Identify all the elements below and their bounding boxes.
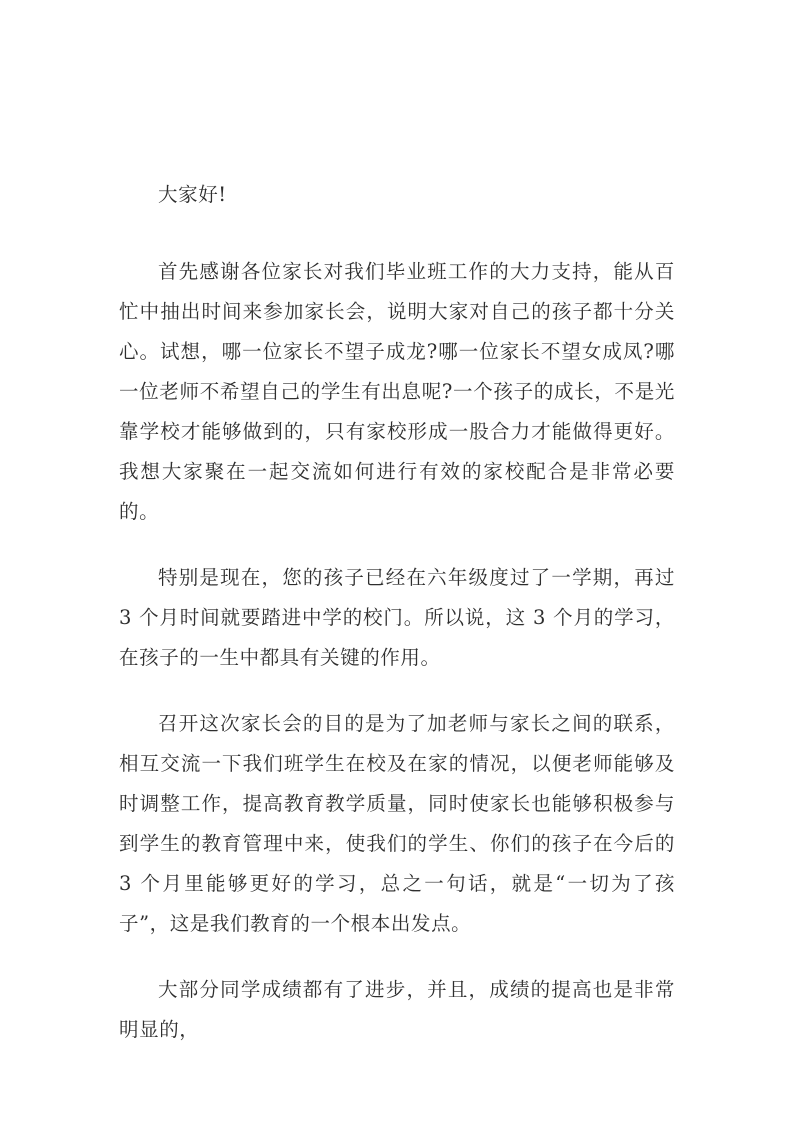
paragraph-progress: 大部分同学成绩都有了进步，并且，成绩的提高也是非常明显的， (119, 978, 675, 1041)
paragraph-purpose: 召开这次家长会的目的是为了加老师与家长之间的联系，相互交流一下我们班学生在校及在家的情况，以便老师能够及时调整工作，提高教育教学质量，同时使家长也能够积极参与到学生的教育管理中来，使我们的学生、你们的孩子在今后的 3 个月里能够更好的学习，总之一句话，就是“一切为了孩子”，这是我们教育的一个根本出发点。 (119, 712, 675, 935)
paragraph-thanks: 首先感谢各位家长对我们毕业班工作的大力支持，能从百忙中抽出时间来参加家长会，说明大家对自己的孩子都十分关心。试想，哪一位家长不望子成龙?哪一位家长不望女成凤?哪一位老师不希望自己的学生有出息呢?一个孩子的成长，不是光靠学校才能够做到的，只有家校形成一股合力才能做得更好。我想大家聚在一起交流如何进行有效的家校配合是非常必要的。 (119, 260, 675, 523)
document-body (119, 175, 675, 1050)
paragraph-timing: 特别是现在，您的孩子已经在六年级度过了一学期，再过 3 个月时间就要踏进中学的校门。所以说，这 3 个月的学习，在孩子的一生中都具有关键的作用。 (119, 566, 675, 669)
paragraph-greeting: 大家好! (158, 183, 227, 206)
